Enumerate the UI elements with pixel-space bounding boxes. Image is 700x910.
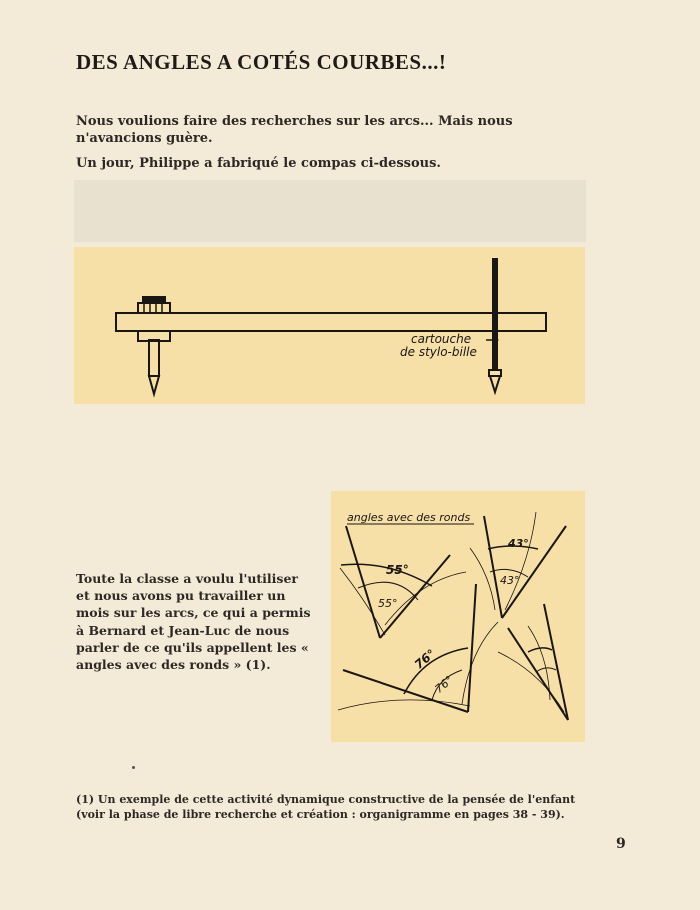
intro-paragraph: Nous voulions faire des recherches sur les arcs... Mais nous n'avancions guère.: [76, 114, 513, 146]
stray-dot: [132, 766, 135, 769]
angle3-inner-label: 76°: [432, 673, 456, 696]
class-work-paragraph: Toute la classe a voulu l'utiliser et nous avons pu travailler un mois sur les arcs, ce qui a permis à Bernard et Jean-Luc de nous parler de ce qu'ils appellent les « angles avec des ronds » (1).: [76, 571, 311, 673]
angle3-outer-label: 76°: [411, 646, 439, 672]
page-title: DES ANGLES A COTÉS COURBES...!: [76, 50, 447, 74]
page-number: 9: [616, 836, 626, 852]
footnote: (1) Un exemple de cette activité dynamique constructive de la pensée de l'enfant (voir la phase de libre recherche et création : organigramme en pages 38 - 39).: [76, 793, 576, 821]
angle2-outer-label: 43°: [508, 537, 529, 550]
compass-illustration-panel: [74, 247, 585, 404]
compass-intro-paragraph: Un jour, Philippe a fabriqué le compas ci-dessous.: [76, 156, 441, 171]
angle1-inner-label: 55°: [378, 597, 398, 610]
angle1-outer-label: 55°: [386, 563, 409, 577]
faded-background-block: [74, 180, 586, 242]
compass-label-line2: de stylo-bille: [400, 345, 477, 359]
angles-heading: angles avec des ronds: [347, 511, 471, 524]
angle2-inner-label: 43°: [500, 574, 520, 587]
compass-label-line1: cartouche: [411, 332, 472, 346]
angles-illustration-panel: [331, 491, 585, 742]
